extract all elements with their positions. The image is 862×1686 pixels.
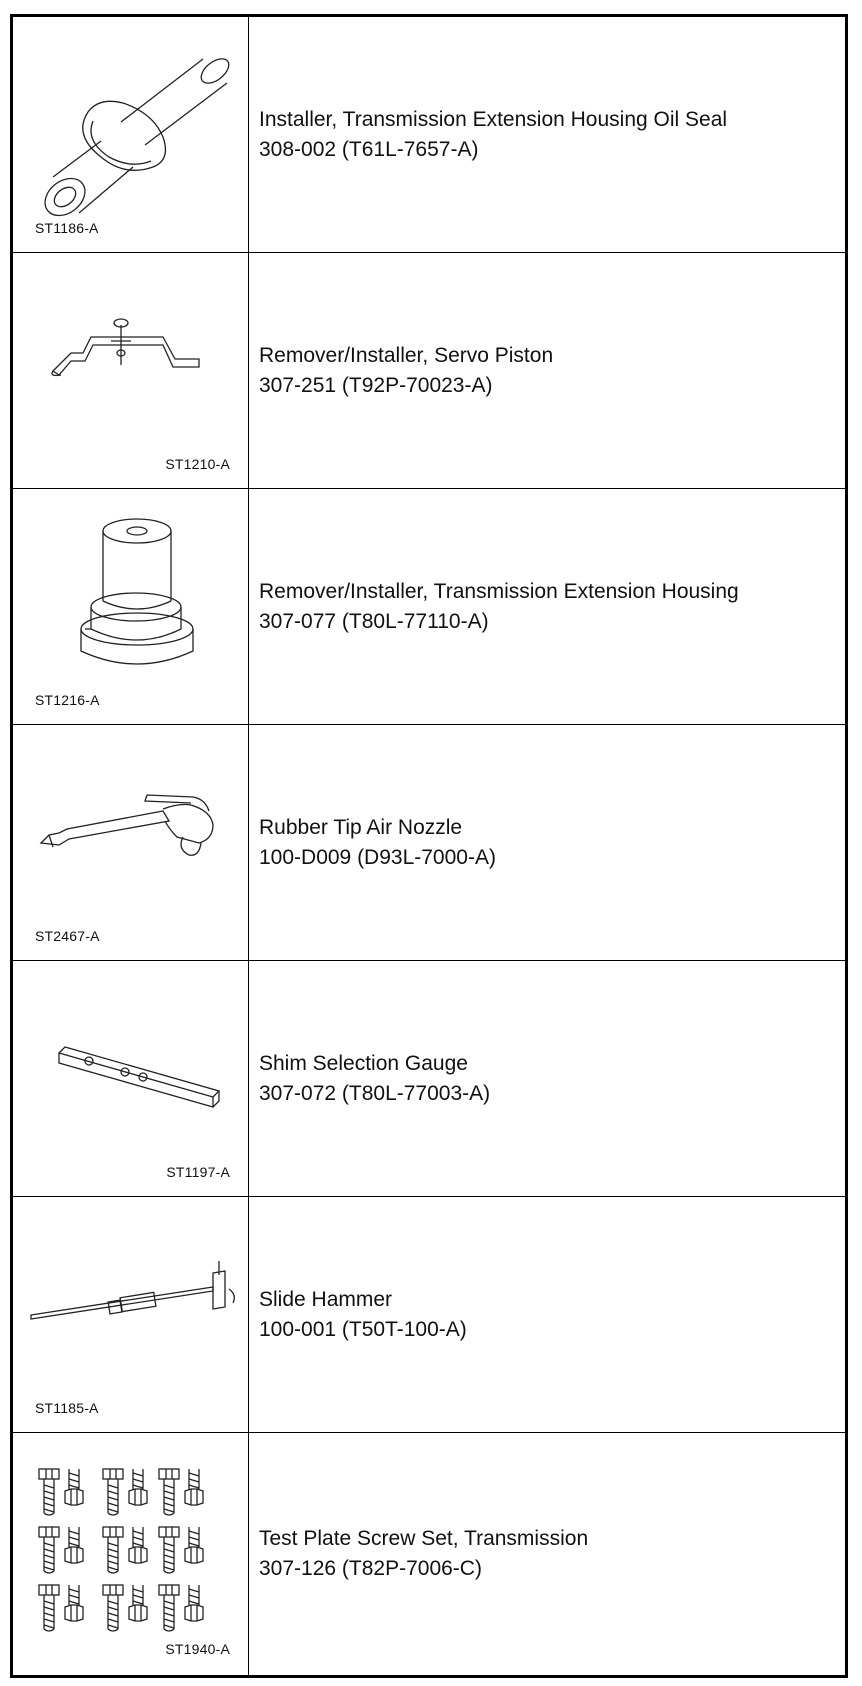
figure-code: ST2467-A [35, 928, 100, 944]
special-tools-table [10, 14, 848, 1678]
tool-description [259, 1433, 837, 1675]
tool-description [259, 17, 837, 252]
tool-description [259, 1197, 837, 1432]
tool-name: Shim Selection Gauge [259, 1051, 468, 1075]
seal-installer-icon [13, 17, 249, 253]
screw-set-icon [13, 1433, 249, 1675]
figure-code: ST1210-A [165, 456, 230, 472]
tool-illustration-cell [13, 1433, 249, 1675]
figure-code: ST1186-A [35, 220, 99, 236]
tool-description [259, 961, 837, 1196]
tool-number: 307-251 (T92P-70023-A) [259, 373, 493, 397]
tool-description [259, 253, 837, 488]
table-row [13, 1433, 845, 1675]
figure-code: ST1197-A [166, 1164, 230, 1180]
tool-number: 307-126 (T82P-7006-C) [259, 1557, 482, 1580]
table-row [13, 253, 845, 489]
tool-illustration-cell [13, 17, 249, 252]
figure-code: ST1940-A [165, 1641, 230, 1657]
figure-code: ST1185-A [35, 1400, 99, 1416]
tool-name: Rubber Tip Air Nozzle [259, 815, 463, 839]
tool-illustration-cell [13, 725, 249, 960]
tool-number: 100-001 (T50T-100-A) [259, 1317, 467, 1341]
tool-name: Remover/Installer, Transmission Extension Housing [259, 579, 739, 603]
tool-illustration-cell [13, 961, 249, 1196]
table-row [13, 489, 845, 725]
air-nozzle-icon [13, 725, 249, 961]
table-row [13, 961, 845, 1197]
tool-illustration-cell [13, 253, 249, 488]
tool-description [259, 725, 837, 960]
tool-number: 307-072 (T80L-77003-A) [259, 1081, 491, 1105]
servo-piston-tool-icon [13, 253, 249, 489]
tool-number: 307-077 (T80L-77110-A) [259, 609, 489, 633]
tool-illustration-cell [13, 489, 249, 724]
table-row [13, 1197, 845, 1433]
tool-name: Installer, Transmission Extension Housing Oil Seal [259, 107, 728, 131]
tool-name: Remover/Installer, Servo Piston [259, 343, 554, 367]
tool-number: 100-D009 (D93L-7000-A) [259, 845, 496, 869]
figure-code: ST1216-A [35, 692, 100, 708]
extension-housing-tool-icon [13, 489, 249, 725]
slide-hammer-icon [13, 1197, 249, 1433]
table-row [13, 17, 845, 253]
tool-description [259, 489, 837, 724]
shim-gauge-icon [13, 961, 249, 1197]
tool-number: 308-002 (T61L-7657-A) [259, 137, 479, 161]
tool-name: Slide Hammer [259, 1287, 393, 1311]
tool-illustration-cell [13, 1197, 249, 1432]
tool-name: Test Plate Screw Set, Transmission [259, 1527, 589, 1550]
table-row [13, 725, 845, 961]
